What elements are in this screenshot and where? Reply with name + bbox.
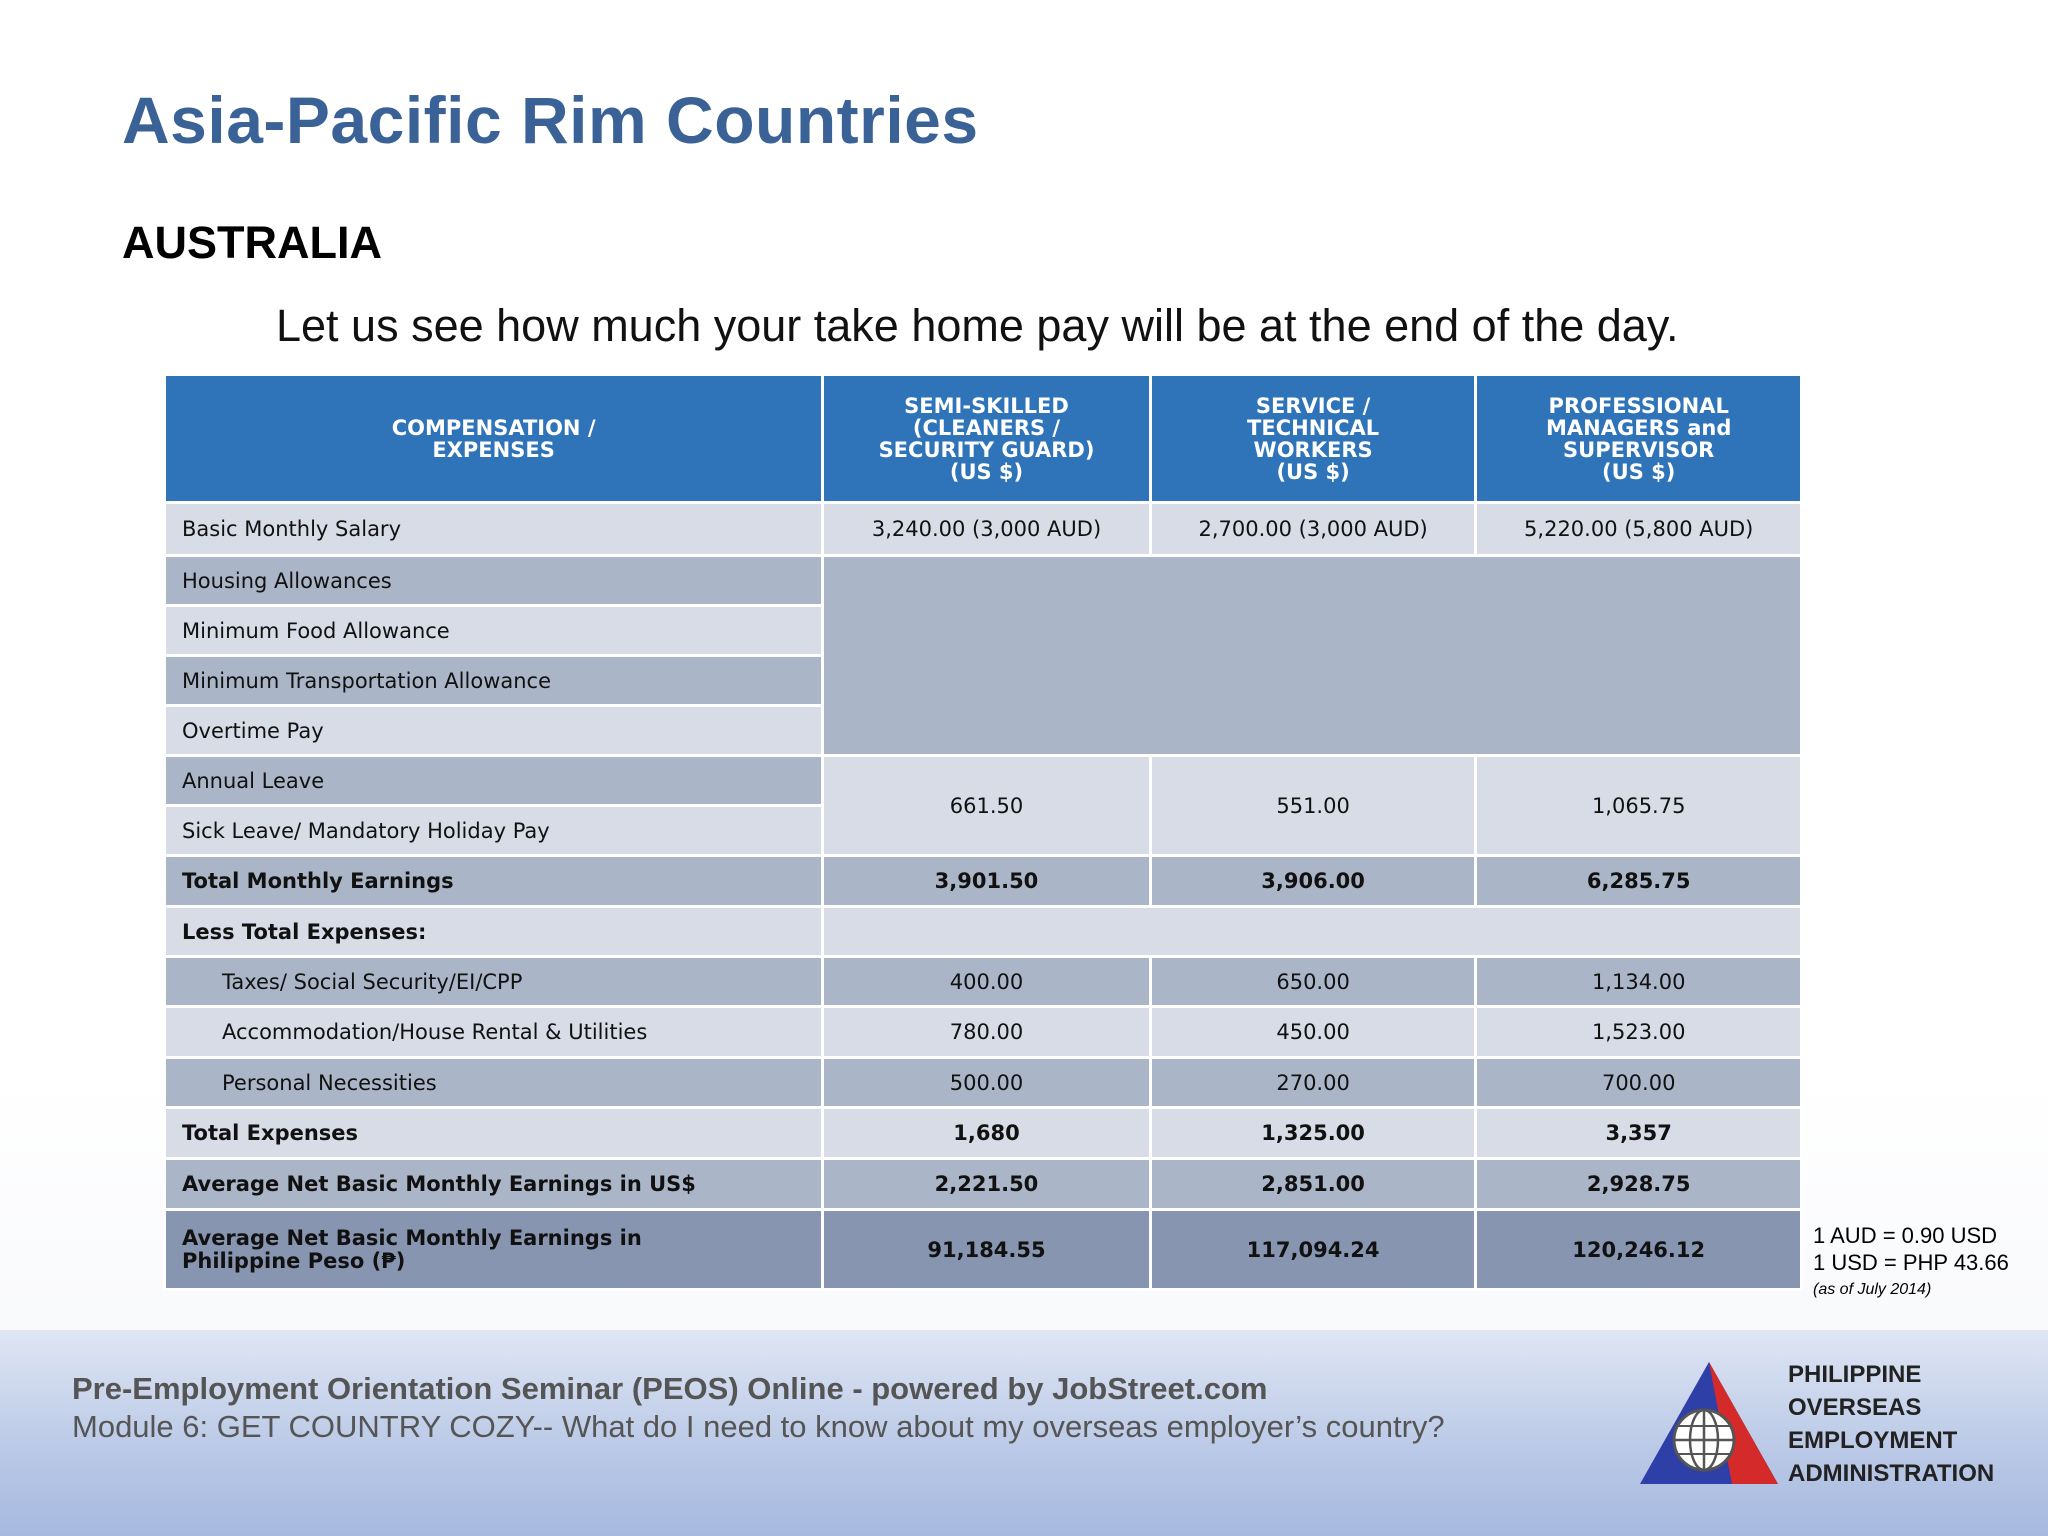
- cell-value: 3,240.00 (3,000 AUD): [823, 503, 1151, 556]
- cell-value: 2,700.00 (3,000 AUD): [1150, 503, 1476, 556]
- header-row: [165, 375, 1802, 503]
- row-label-annual-leave: Annual Leave: [165, 756, 823, 806]
- row-label-necessities: Personal Necessities: [165, 1058, 823, 1108]
- slide-title: Asia-Pacific Rim Countries: [122, 83, 979, 157]
- cell-value: 1,134.00: [1476, 957, 1802, 1007]
- cell-value: 1,680: [823, 1108, 1151, 1159]
- row-label-total-earnings: Total Monthly Earnings: [165, 856, 823, 907]
- cell-value: 400.00: [823, 957, 1151, 1007]
- cell-value: 1,523.00: [1476, 1007, 1802, 1058]
- cell-value: 650.00: [1150, 957, 1476, 1007]
- compensation-table: [163, 373, 1803, 1291]
- row-label-net-php: Average Net Basic Monthly Earnings in Philippine Peso (₱): [165, 1210, 823, 1290]
- poea-logo-icon: [1636, 1358, 1782, 1490]
- cell-value: 6,285.75: [1476, 856, 1802, 907]
- cell-value: 91,184.55: [823, 1210, 1151, 1290]
- row-label-basic-salary: Basic Monthly Salary: [165, 503, 823, 556]
- cell-value: 1,065.75: [1476, 756, 1802, 856]
- cell-value: 500.00: [823, 1058, 1151, 1108]
- table-row: [165, 1108, 1802, 1159]
- table-row: [165, 856, 1802, 907]
- row-label-overtime: Overtime Pay: [165, 706, 823, 756]
- cell-value: 700.00: [1476, 1058, 1802, 1108]
- intro-text: Let us see how much your take home pay will be at the end of the day.: [276, 300, 1679, 351]
- row-label-transport: Minimum Transportation Allowance: [165, 656, 823, 706]
- rate-note: (as of July 2014): [1813, 1281, 1932, 1298]
- org-line: PHILIPPINE: [1788, 1361, 1922, 1388]
- row-label-food: Minimum Food Allowance: [165, 606, 823, 656]
- cell-value: 5,220.00 (5,800 AUD): [1476, 503, 1802, 556]
- table-row: [165, 957, 1802, 1007]
- table-row: [165, 1058, 1802, 1108]
- table-row: [165, 1159, 1802, 1210]
- merged-empty-cell: [823, 556, 1802, 756]
- cell-value: 450.00: [1150, 1007, 1476, 1058]
- header-service-technical: SERVICE / TECHNICAL WORKERS (US $): [1150, 375, 1476, 503]
- cell-value: 551.00: [1150, 756, 1476, 856]
- table-row: [165, 1007, 1802, 1058]
- cell-value: 270.00: [1150, 1058, 1476, 1108]
- row-label-accommodation: Accommodation/House Rental & Utilities: [165, 1007, 823, 1058]
- cell-value: 120,246.12: [1476, 1210, 1802, 1290]
- rate-usd: 1 USD = PHP 43.66: [1813, 1250, 2009, 1275]
- table-row: [165, 907, 1802, 957]
- cell-value: 3,357: [1476, 1108, 1802, 1159]
- merged-empty-cell: [823, 907, 1802, 957]
- row-label-less-expenses: Less Total Expenses:: [165, 907, 823, 957]
- table-row: [165, 756, 1802, 806]
- org-line: OVERSEAS: [1788, 1394, 1922, 1421]
- rate-aud: 1 AUD = 0.90 USD: [1813, 1223, 1998, 1248]
- cell-value: 2,928.75: [1476, 1159, 1802, 1210]
- header-compensation: COMPENSATION / EXPENSES: [165, 375, 823, 503]
- cell-value: 2,221.50: [823, 1159, 1151, 1210]
- country-heading: AUSTRALIA: [122, 217, 382, 268]
- cell-value: 661.50: [823, 756, 1151, 856]
- row-label-sick-leave: Sick Leave/ Mandatory Holiday Pay: [165, 806, 823, 856]
- footer-title: Pre-Employment Orientation Seminar (PEOS) Online - powered by JobStreet.com: [72, 1371, 1268, 1406]
- cell-value: 780.00: [823, 1007, 1151, 1058]
- table-row: [165, 556, 1802, 606]
- organization-name: [1788, 1358, 1994, 1490]
- row-label-taxes: Taxes/ Social Security/EI/CPP: [165, 957, 823, 1007]
- org-line: EMPLOYMENT: [1788, 1427, 1958, 1454]
- table-row: [165, 1210, 1802, 1290]
- header-semi-skilled: SEMI-SKILLED (CLEANERS / SECURITY GUARD) (US $): [823, 375, 1151, 503]
- header-professional: PROFESSIONAL MANAGERS and SUPERVISOR (US $): [1476, 375, 1802, 503]
- row-label-total-expenses: Total Expenses: [165, 1108, 823, 1159]
- cell-value: 1,325.00: [1150, 1108, 1476, 1159]
- table-row: [165, 503, 1802, 556]
- row-label-housing: Housing Allowances: [165, 556, 823, 606]
- footer-module: Module 6: GET COUNTRY COZY-- What do I need to know about my overseas employer’s country?: [72, 1409, 1445, 1444]
- exchange-rates: [1813, 1222, 2009, 1303]
- row-label-net-usd: Average Net Basic Monthly Earnings in US$: [165, 1159, 823, 1210]
- cell-value: 3,901.50: [823, 856, 1151, 907]
- cell-value: 2,851.00: [1150, 1159, 1476, 1210]
- org-line: ADMINISTRATION: [1788, 1460, 1995, 1487]
- cell-value: 3,906.00: [1150, 856, 1476, 907]
- cell-value: 117,094.24: [1150, 1210, 1476, 1290]
